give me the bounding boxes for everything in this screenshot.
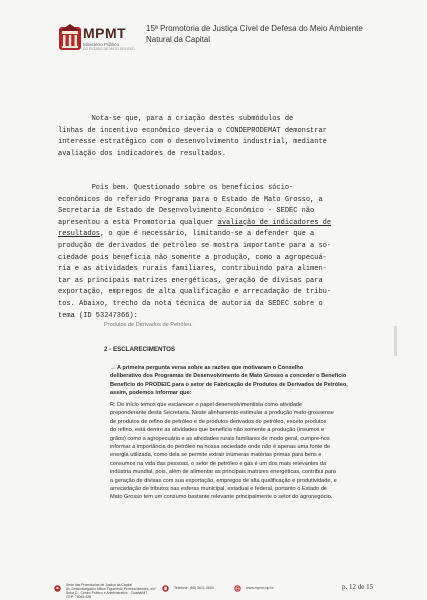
footer-address [66,583,156,599]
p2-line: Pois bem. Questionado sobre os benefícios sócio- [58,184,294,192]
quote-answer [110,401,396,502]
p2-line: , o que é necessário, limitando-se a defender que a [100,230,315,239]
p2-line: produção de derivados de petróleo se mostra importante para a so- [58,241,332,250]
quote-question [110,364,396,398]
answer-line: informar a importância do petróleo na nossa sociedade onde não é apenas uma fonte de [110,444,331,451]
logo-wordmark: MPMT [83,25,127,41]
paragraph-2 [58,183,386,322]
p2-line: exportação, empregos de alta qualificação e arrecadação de tribu- [58,288,332,297]
page-number: p. 12 de 15 [342,583,374,591]
answer-line: a geração de divisas com sua exportação, empregos de alta qualificação e produtividade, e [110,477,337,484]
p1-line: avaliação dos indicadores de resultados. [58,149,227,158]
margin-stamp-icon [393,326,398,356]
answer-line: Mato Grosso tem um consumo bastante relevante principalmente o setor do agronegócio. [110,494,333,501]
question-line: deliberativo dos Programas de Desenvolvimento de Mato Grosso a conceder o Benefício [110,373,347,380]
question-line: assim, podemos informar que: [110,390,192,397]
answer-line: preponderante desta Secretaria. Neste alinhamento estimular a produção mato-grossense [110,410,334,417]
quote-heading: 2 - ESCLARECIMENTOS [104,346,176,353]
footer-phone: Telefone: (65) 3611-0600 [174,586,214,590]
p2-line: econômicos do referido Programa para o Estado de Mato Grosso, a [58,195,323,204]
answer-line: grãos) como a agropecuária e as atividades rurais familiares de modo geral, cumpre-nos [110,435,330,442]
answer-line: arrecadação de tributos nas esferas municipal, estadual e federal, portanto o Estado de [110,486,328,493]
p2-line: ciedade pois beneficia não somente a produção, como a agropecuá- [58,253,327,262]
p2-line: tos. Abaixo, trecho da nota técnica de autoria da SEDEC sobre o [58,299,323,308]
question-line: → A primeira pergunta versa sobre as razões que motivaram o Conselho [110,365,304,371]
header-title: 15ª Promotoria de Justiça Cível de Defesa do Meio Ambiente Natural da Capital [146,24,363,44]
quote-cut-line: Produtos de Derivados de Petróleo. [104,322,193,328]
phone-icon [162,585,169,592]
footer-website-link[interactable]: www.mpmt.mp.br [246,586,274,590]
answer-line: energia utilizada, como dela se permite extrair inúmeras matérias primas para bens e [110,452,322,459]
question-line: Benefício do PRODEIC para o setor de Fabricação de Produtos de Derivados de Petróleo, [110,381,348,388]
mpmt-logo [58,22,158,56]
logo-subtitle: Ministério Público [83,42,119,47]
p2-line: tema (ID 53247366): [58,311,138,320]
answer-line: de produtos de refino de petróleo e de produtos derivados do petróleo, exceto produtos [110,418,327,425]
paragraph-1 [58,114,386,160]
p2-line: apresentou a esta Promotoria qualquer [58,218,218,227]
answer-line: indústria mundial, pois, além de alimentar as principais matrizes energéticas, contribui para [110,469,337,476]
underlined-text: avaliação de indicadores de [217,218,332,227]
p2-line: ria e as atividades rurais familiares, contribuindo para alimen- [58,265,327,274]
page-header [58,22,398,56]
underlined-text: resultados [58,230,101,239]
page-footer [54,583,394,597]
quoted-excerpt [100,322,402,576]
address-line: Setor D - Centro Político e Administrativo - Cuiabá/MT [66,591,148,595]
answer-line: do refino, está dentre as atividades que beneficia não somente a produção (insumos e [110,427,325,434]
p1-line: Nota-se que, para a criação destes submódulos de [58,115,294,123]
answer-line: R: De início temos que esclarecer o papel desenvolvimentista como atividade [110,402,303,408]
address-line: Sede das Promotorias de Justiça da Capital [66,583,132,587]
p2-line: Secretaria de Estado de Desenvolvimento Econômico - SEDEC não [58,207,315,216]
location-icon [54,585,61,592]
p1-line: interesse estratégico com o desenvolvimento industrial, mediante [58,138,327,147]
p2-line: tar as principais matrizes energéticas, geração de divisas para [58,276,323,285]
address-line: Av. Desembargador Milton Figueiredo Ferreira Mendes, s/nº [66,587,157,591]
address-line: CEP: 78049-928 [66,595,92,599]
logo-subtitle-small: DO ESTADO DE MATO GROSSO [83,47,135,51]
answer-line: consumos na vida das pessoas, o setor de petróleo e gás é um dos mais relevantes da [110,460,327,467]
globe-icon [234,585,241,592]
mpmt-emblem-icon [58,24,82,52]
p1-line: linhas de incentivo econômico deveria o CONDEPRODEMAT demonstrar [58,126,327,135]
